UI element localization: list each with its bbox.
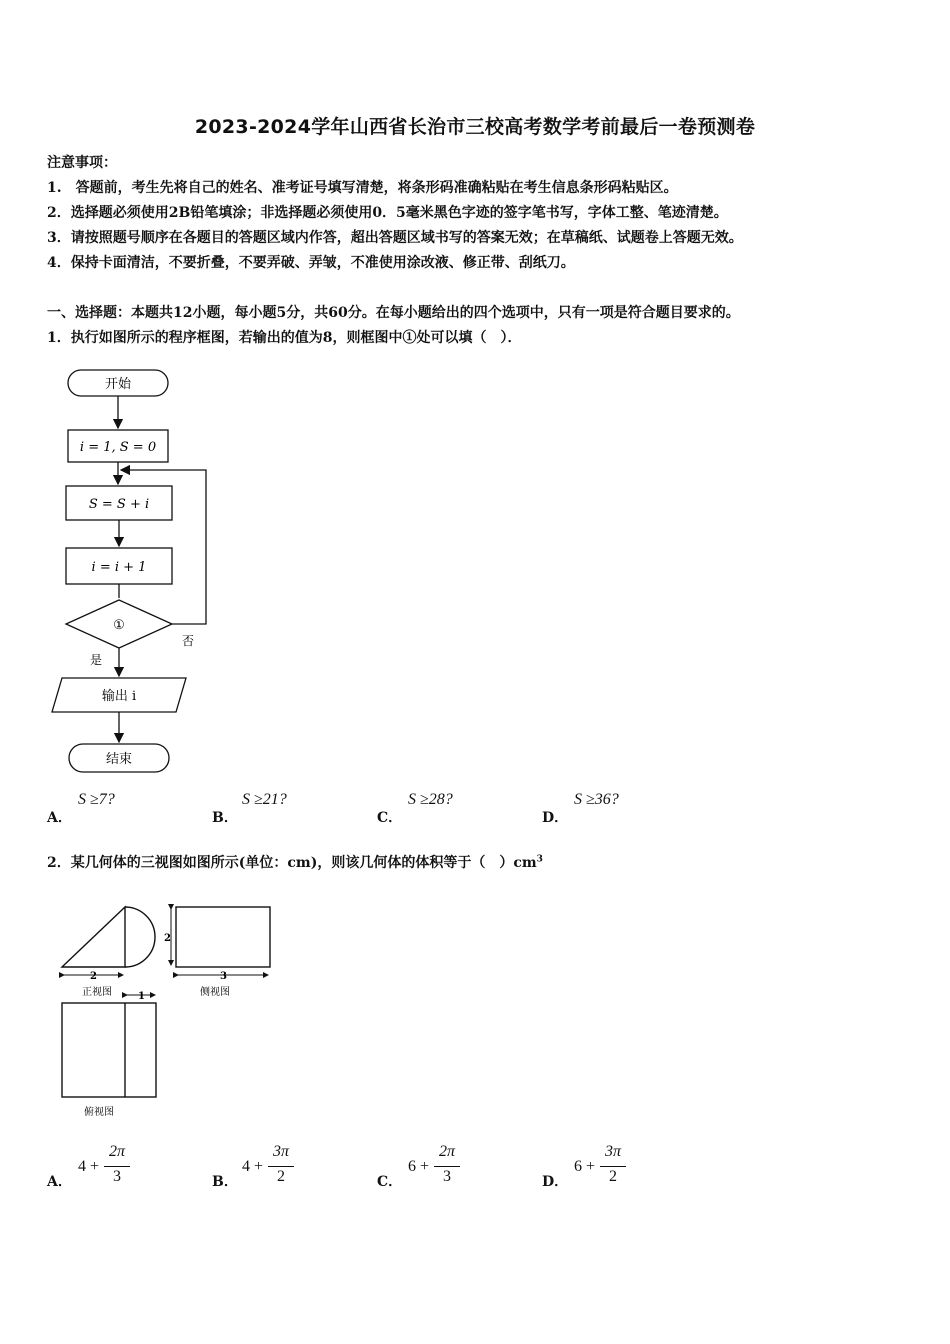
flow-start-text: 开始 bbox=[104, 377, 132, 392]
q2-option-d-letter: D． bbox=[542, 1174, 569, 1190]
q1-option-b: S ≥21? bbox=[242, 791, 287, 808]
q1-option-d: S ≥36? bbox=[574, 791, 619, 808]
top-view-rect bbox=[62, 1003, 156, 1097]
dim-2-side: 2 bbox=[164, 933, 171, 944]
flow-yes-label: 是 bbox=[90, 653, 103, 667]
dim-1: 1 bbox=[138, 991, 145, 1002]
flow-cond-text: ① bbox=[113, 618, 125, 633]
q1-option-b-letter: B． bbox=[212, 810, 238, 826]
q2-option-a: 4 + 2π 3 bbox=[78, 1147, 138, 1191]
q1-option-a-letter: A． bbox=[47, 810, 72, 826]
flow-init-text: i = 1, S = 0 bbox=[79, 440, 157, 455]
q2-option-c: 6 + 2π 3 bbox=[408, 1147, 468, 1191]
flow-step2-text: i = i + 1 bbox=[91, 560, 147, 575]
flow-no-label: 否 bbox=[182, 634, 195, 648]
side-view-label: 侧视图 bbox=[200, 987, 230, 998]
page-title: 2023-2024学年山西省长治市三校高考数学考前最后一卷预测卷 bbox=[194, 116, 756, 138]
section-heading: 一、选择题：本题共12小题，每小题5分，共60分。在每小题给出的四个选项中，只有一项是符合题目要求的。 bbox=[47, 305, 740, 321]
side-view-rect bbox=[176, 907, 270, 967]
dim-2-bottom: 2 bbox=[90, 971, 97, 982]
front-view-triangle bbox=[62, 907, 125, 967]
front-view-label: 正视图 bbox=[82, 987, 112, 998]
q1-option-c-letter: C． bbox=[377, 810, 403, 826]
flow-step1-text: S = S + i bbox=[88, 497, 150, 512]
notice-item-2: 2．选择题必须使用2B铅笔填涂；非选择题必须使用0．5毫米黑色字迹的签字笔书写，字体工整、笔迹清楚。 bbox=[47, 205, 728, 221]
flowchart bbox=[40, 360, 240, 780]
q2-option-c-letter: C． bbox=[377, 1174, 403, 1190]
q2-option-b: 4 + 3π 2 bbox=[242, 1147, 302, 1191]
q2-option-a-letter: A． bbox=[47, 1174, 72, 1190]
q1-option-c: S ≥28? bbox=[408, 791, 453, 808]
notice-heading: 注意事项： bbox=[47, 155, 117, 171]
front-view-semicircle bbox=[125, 907, 155, 967]
notice-item-1: 1. 答题前，考生先将自己的姓名、准考证号填写清楚，将条形码准确粘贴在考生信息条形码粘贴区。 bbox=[47, 180, 678, 196]
dim-3: 3 bbox=[220, 971, 227, 982]
q2-option-b-letter: B． bbox=[212, 1174, 238, 1190]
q1-option-d-letter: D． bbox=[542, 810, 569, 826]
three-views-figure bbox=[50, 895, 280, 1125]
flow-output-text: 输出 i bbox=[101, 689, 137, 704]
notice-item-3: 3．请按照题号顺序在各题目的答题区域内作答，超出答题区域书写的答案无效；在草稿纸、试题卷上答题无效。 bbox=[47, 230, 743, 246]
flow-end-text: 结束 bbox=[105, 752, 133, 767]
q2-option-d: 6 + 3π 2 bbox=[574, 1147, 634, 1191]
top-view-label: 俯视图 bbox=[84, 1107, 114, 1118]
q2-stem: 2．某几何体的三视图如图所示(单位：cm)，则该几何体的体积等于（ ）$cm^3$ bbox=[47, 854, 543, 871]
notice-item-4: 4．保持卡面清洁，不要折叠，不要弄破、弄皱，不准使用涂改液、修正带、刮纸刀。 bbox=[47, 255, 575, 271]
q1-stem: 1．执行如图所示的程序框图，若输出的值为8，则框图中①处可以填（ ）． bbox=[47, 330, 522, 346]
q1-option-a: S ≥7? bbox=[78, 791, 115, 808]
